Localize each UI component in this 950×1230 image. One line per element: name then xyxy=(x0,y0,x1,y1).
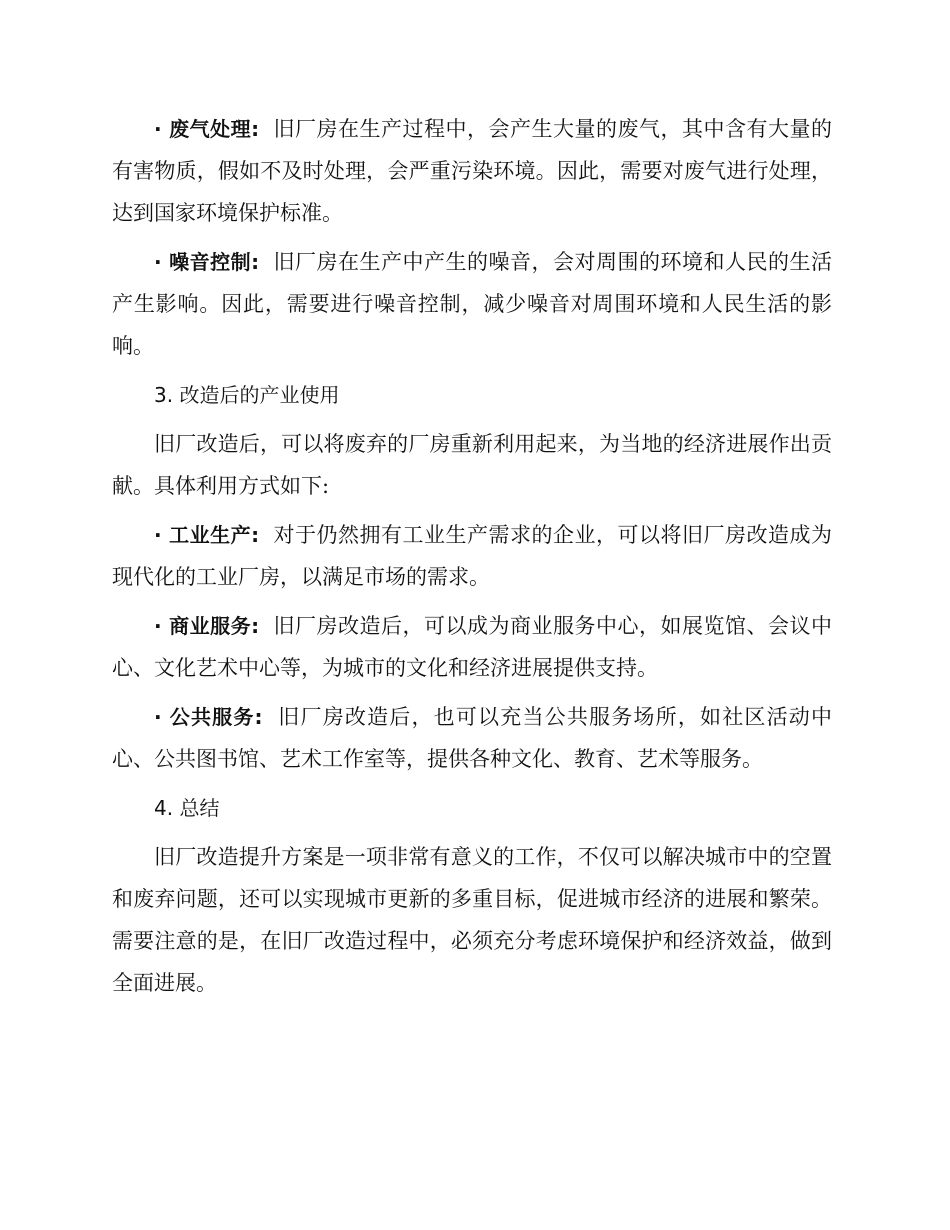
bullet-title: · 工业生产: xyxy=(154,523,260,547)
bullet-paragraph-public xyxy=(112,696,832,780)
document-page xyxy=(112,108,832,1011)
bullet-title: · 商业服务: xyxy=(154,614,260,638)
paragraph-text: 旧厂房在生产过程中，会产生大量的废气，其中含有大量的有害物质，假如不及时处理，会严重污染环境。因此，需要对废气进行处理，达到国家环境保护标准。 xyxy=(112,117,832,225)
bullet-paragraph-commercial xyxy=(112,605,832,689)
bullet-paragraph-industrial xyxy=(112,514,832,598)
paragraph-text: 旧厂房改造后，也可以充当公共服务场所，如社区活动中心、公共图书馆、艺术工作室等，提供各种文化、教育、艺术等服务。 xyxy=(112,705,833,771)
bullet-title: · 噪音控制: xyxy=(154,250,260,274)
body-paragraph-usage xyxy=(112,423,832,507)
paragraph-text: 旧厂房在生产中产生的噪音，会对周围的环境和人民的生活产生影响。因此，需要进行噪音控制，减少噪音对周围环境和人民生活的影响。 xyxy=(112,250,832,358)
bullet-paragraph-noise xyxy=(112,241,832,367)
bullet-paragraph-exhaust xyxy=(112,108,832,234)
bullet-title: · 公共服务: xyxy=(154,705,263,729)
paragraph-text: 旧厂改造提升方案是一项非常有意义的工作，不仅可以解决城市中的空置和废弃问题，还可以实现城市更新的多重目标，促进城市经济的进展和繁荣。需要注意的是，在旧厂改造过程中，必须充分考虑环境保护和经济效益，做到全面进展。 xyxy=(112,845,832,995)
bullet-title: · 废气处理: xyxy=(154,117,260,141)
section-heading-3: 3. 改造后的产业使用 xyxy=(154,383,340,407)
paragraph-text: 对于仍然拥有工业生产需求的企业，可以将旧厂房改造成为现代化的工业厂房，以满足市场的需求。 xyxy=(112,523,832,589)
body-paragraph-summary xyxy=(112,836,832,1004)
paragraph-text: 旧厂房改造后，可以成为商业服务中心，如展览馆、会议中心、文化艺术中心等，为城市的文化和经济进展提供支持。 xyxy=(112,614,832,680)
paragraph-text: 旧厂改造后，可以将废弃的厂房重新利用起来，为当地的经济进展作出贡献。具体利用方式如下: xyxy=(112,432,832,498)
section-heading-4: 4. 总结 xyxy=(154,796,220,820)
